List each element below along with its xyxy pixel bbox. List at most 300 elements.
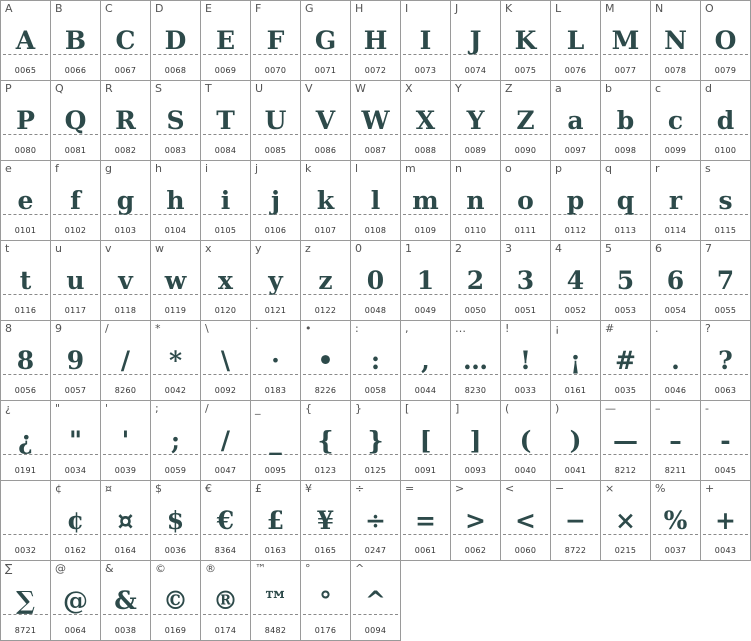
glyph-cell: [500, 160, 551, 241]
glyph-sample: P: [16, 106, 35, 135]
glyph-code: 0041: [564, 466, 587, 475]
glyph-cell: [650, 80, 701, 161]
glyph-cell: [300, 160, 351, 241]
glyph-label: }: [355, 402, 362, 415]
glyph-cell: [700, 320, 751, 401]
glyph-code: 0163: [264, 546, 287, 555]
glyph-cell: [100, 0, 151, 81]
glyph-code: 0174: [214, 626, 237, 635]
glyph-sample: A: [15, 26, 36, 55]
glyph-cell: [550, 480, 601, 561]
glyph-cell: [500, 0, 551, 81]
glyph-cell: [450, 400, 501, 481]
glyph-code: 0066: [64, 66, 87, 75]
glyph-code: 0122: [314, 306, 337, 315]
glyph-sample: o: [517, 186, 534, 215]
glyph-label: _: [255, 402, 261, 415]
glyph-cell: [0, 560, 51, 641]
glyph-cell: [400, 480, 451, 561]
glyph-cell: [600, 480, 651, 561]
glyph-label: —: [605, 402, 616, 415]
glyph-sample: £: [266, 506, 285, 535]
glyph-label: i: [205, 162, 209, 175]
glyph-label: ¢: [55, 482, 62, 495]
glyph-sample: u: [66, 266, 85, 295]
glyph-code: 0064: [64, 626, 87, 635]
glyph-sample: 0: [366, 266, 385, 295]
glyph-code: 0125: [364, 466, 387, 475]
glyph-label: J: [455, 2, 459, 15]
glyph-label: E: [205, 2, 212, 15]
glyph-sample: 2: [466, 266, 485, 295]
glyph-code: 0105: [214, 226, 237, 235]
glyph-cell: [450, 320, 501, 401]
glyph-label: ®: [205, 562, 216, 575]
glyph-label: ¡: [555, 322, 560, 335]
glyph-label: t: [5, 242, 10, 255]
glyph-sample: a: [567, 106, 584, 135]
glyph-code: 0082: [114, 146, 137, 155]
glyph-sample: ¥: [316, 506, 335, 535]
glyph-code: 0165: [314, 546, 337, 555]
glyph-sample: C: [115, 26, 136, 55]
glyph-label: L: [555, 2, 562, 15]
glyph-cell: [250, 480, 301, 561]
glyph-cell: [250, 0, 301, 81]
glyph-cell: [50, 560, 101, 641]
glyph-label: £: [255, 482, 262, 495]
glyph-sample: M: [611, 26, 640, 55]
glyph-cell: [150, 320, 201, 401]
glyph-code: 0075: [514, 66, 537, 75]
glyph-code: 0036: [164, 546, 187, 555]
glyph-code: 0071: [314, 66, 337, 75]
glyph-code: 0191: [14, 466, 37, 475]
glyph-sample: B: [64, 26, 87, 55]
glyph-cell: [650, 320, 701, 401]
glyph-code: 0183: [264, 386, 287, 395]
glyph-sample: ©: [163, 586, 188, 615]
glyph-code: 8722: [564, 546, 587, 555]
glyph-label: D: [155, 2, 164, 15]
glyph-code: 0069: [214, 66, 237, 75]
glyph-label: B: [55, 2, 63, 15]
glyph-label: &: [105, 562, 114, 575]
glyph-cell: [250, 240, 301, 321]
glyph-code: 0099: [664, 146, 687, 155]
glyph-cell: [50, 160, 101, 241]
glyph-sample: b: [616, 106, 635, 135]
glyph-sample: #: [615, 346, 636, 375]
glyph-code: 0059: [164, 466, 187, 475]
glyph-cell: [350, 240, 401, 321]
glyph-sample: I: [419, 26, 432, 55]
glyph-cell: [400, 240, 451, 321]
glyph-code: 0034: [64, 466, 87, 475]
glyph-sample: ': [121, 426, 130, 455]
glyph-label: g: [105, 162, 112, 175]
glyph-code: 0107: [314, 226, 337, 235]
glyph-sample: =: [415, 506, 436, 535]
glyph-cell: [150, 400, 201, 481]
glyph-code: 0215: [614, 546, 637, 555]
glyph-cell: [350, 400, 401, 481]
glyph-sample: /: [120, 346, 131, 375]
glyph-cell: [150, 80, 201, 161]
glyph-code: 0110: [464, 226, 487, 235]
glyph-sample: [: [419, 426, 432, 455]
glyph-cell: [700, 0, 751, 81]
glyph-cell: [50, 240, 101, 321]
glyph-code: 8211: [664, 466, 687, 475]
glyph-label: f: [55, 162, 59, 175]
glyph-sample: ¿: [18, 426, 33, 455]
glyph-label: /: [205, 402, 209, 415]
glyph-code: 0073: [414, 66, 437, 75]
glyph-label: −: [555, 482, 565, 495]
glyph-cell: [550, 0, 601, 81]
glyph-label: 5: [605, 242, 612, 255]
glyph-sample: O: [714, 26, 737, 55]
glyph-cell: [0, 240, 51, 321]
glyph-code: 0117: [64, 306, 87, 315]
glyph-code: 0090: [514, 146, 537, 155]
glyph-code: 0055: [714, 306, 737, 315]
glyph-cell: [100, 160, 151, 241]
glyph-sample: ]: [469, 426, 482, 455]
glyph-label: 7: [705, 242, 712, 255]
glyph-cell: [300, 400, 351, 481]
glyph-cell: [600, 160, 651, 241]
glyph-code: 0083: [164, 146, 187, 155]
glyph-code: 0068: [164, 66, 187, 75]
glyph-label: -: [705, 402, 709, 415]
glyph-code: 8212: [614, 466, 637, 475]
glyph-sample: ·: [271, 346, 280, 375]
glyph-sample: x: [218, 266, 233, 295]
glyph-label: Q: [55, 82, 64, 95]
glyph-cell: [600, 400, 651, 481]
glyph-sample: c: [667, 106, 684, 135]
glyph-sample: 1: [416, 266, 435, 295]
glyph-label: ): [555, 402, 560, 415]
glyph-cell: [300, 80, 351, 161]
glyph-label: \: [205, 322, 209, 335]
glyph-sample: _: [269, 426, 282, 455]
glyph-sample: E: [215, 26, 236, 55]
glyph-label: %: [655, 482, 666, 495]
glyph-label: K: [505, 2, 513, 15]
glyph-code: 0050: [464, 306, 487, 315]
glyph-label: +: [705, 482, 715, 495]
glyph-cell: [650, 480, 701, 561]
glyph-code: 0047: [214, 466, 237, 475]
glyph-sample: •: [317, 346, 334, 375]
glyph-label: U: [255, 82, 264, 95]
glyph-label: n: [455, 162, 462, 175]
glyph-code: 0051: [514, 306, 537, 315]
glyph-sample: }: [367, 426, 384, 455]
glyph-cell: [50, 400, 101, 481]
glyph-label: 9: [55, 322, 62, 335]
glyph-cell: [350, 320, 401, 401]
glyph-cell: [450, 160, 501, 241]
glyph-label: 8: [5, 322, 12, 335]
glyph-sample: m: [412, 186, 439, 215]
glyph-code: 0100: [714, 146, 737, 155]
glyph-label: S: [155, 82, 162, 95]
glyph-sample: z: [318, 266, 333, 295]
glyph-code: 0087: [364, 146, 387, 155]
glyph-label: W: [355, 82, 366, 95]
glyph-cell: [700, 160, 751, 241]
glyph-cell: [300, 560, 351, 641]
glyph-cell: [550, 320, 601, 401]
glyph-code: 0045: [714, 466, 737, 475]
glyph-sample: F: [266, 26, 285, 55]
glyph-cell: [50, 480, 101, 561]
glyph-cell: [200, 560, 251, 641]
glyph-sample: R: [115, 106, 136, 135]
glyph-label: b: [605, 82, 612, 95]
glyph-sample: 3: [516, 266, 535, 295]
glyph-cell: [300, 480, 351, 561]
glyph-label: s: [705, 162, 711, 175]
glyph-code: 8482: [264, 626, 287, 635]
glyph-sample: ,: [421, 346, 430, 375]
glyph-label: ©: [155, 562, 166, 575]
glyph-cell: [650, 400, 701, 481]
glyph-label: ÷: [355, 482, 365, 495]
glyph-sample: f: [70, 186, 81, 215]
glyph-code: 0074: [464, 66, 487, 75]
glyph-label: q: [605, 162, 612, 175]
glyph-sample: ^: [365, 586, 386, 615]
glyph-label: ,: [405, 322, 409, 335]
glyph-cell: [50, 0, 101, 81]
glyph-sample: -: [720, 426, 731, 455]
glyph-label: ': [105, 402, 109, 415]
glyph-label: •: [305, 322, 312, 335]
glyph-cell: [600, 320, 651, 401]
glyph-code: 8721: [14, 626, 37, 635]
glyph-label: j: [255, 162, 259, 175]
glyph-code: 0091: [414, 466, 437, 475]
baseline-guide: [3, 534, 48, 535]
glyph-cell: [0, 80, 51, 161]
glyph-sample: t: [19, 266, 32, 295]
glyph-code: 0056: [14, 386, 37, 395]
glyph-code: 0169: [164, 626, 187, 635]
glyph-code: 0061: [414, 546, 437, 555]
glyph-cell: [250, 400, 301, 481]
glyph-sample: h: [166, 186, 185, 215]
glyph-sample: @: [63, 586, 88, 615]
glyph-label: ": [55, 402, 61, 415]
glyph-label: …: [455, 322, 466, 335]
glyph-code: 0102: [64, 226, 87, 235]
glyph-code: 0058: [364, 386, 387, 395]
glyph-label: ?: [705, 322, 711, 335]
glyph-sample: °: [319, 586, 332, 615]
glyph-sample: >: [465, 506, 486, 535]
glyph-cell: [700, 80, 751, 161]
glyph-code: 0054: [664, 306, 687, 315]
glyph-cell: [700, 400, 751, 481]
glyph-label: /: [105, 322, 109, 335]
glyph-code: 0070: [264, 66, 287, 75]
glyph-cell: [550, 80, 601, 161]
glyph-code: 0067: [114, 66, 137, 75]
glyph-sample: G: [314, 26, 337, 55]
glyph-sample: S: [166, 106, 185, 135]
glyph-code: 0035: [614, 386, 637, 395]
glyph-label: H: [355, 2, 364, 15]
glyph-cell: [50, 80, 101, 161]
glyph-sample: €: [216, 506, 235, 535]
glyph-code: 0063: [714, 386, 737, 395]
glyph-code: 0078: [664, 66, 687, 75]
glyph-sample: *: [168, 346, 183, 375]
glyph-sample: i: [220, 186, 231, 215]
glyph-label: l: [355, 162, 359, 175]
glyph-code: 0103: [114, 226, 137, 235]
glyph-code: 0042: [164, 386, 187, 395]
glyph-cell: [700, 240, 751, 321]
glyph-code: 0085: [264, 146, 287, 155]
glyph-sample: {: [317, 426, 334, 455]
glyph-label: 3: [505, 242, 512, 255]
glyph-sample: Y: [466, 106, 485, 135]
glyph-sample: &: [114, 586, 137, 615]
glyph-code: 0049: [414, 306, 437, 315]
glyph-cell: [100, 400, 151, 481]
glyph-sample: ": [68, 426, 83, 455]
glyph-sample: J: [469, 26, 482, 55]
glyph-cell: [100, 240, 151, 321]
glyph-sample: ™: [263, 586, 288, 615]
glyph-sample: —: [613, 426, 638, 455]
glyph-code: 0038: [114, 626, 137, 635]
glyph-label: e: [5, 162, 12, 175]
glyph-code: 0065: [14, 66, 37, 75]
glyph-cell: [500, 400, 551, 481]
glyph-sample: p: [566, 186, 585, 215]
glyph-label: :: [355, 322, 359, 335]
glyph-code: 0115: [714, 226, 737, 235]
glyph-cell: [150, 0, 201, 81]
glyph-code: 0060: [514, 546, 537, 555]
glyph-sample: 4: [566, 266, 585, 295]
glyph-label: °: [305, 562, 311, 575]
glyph-sample: \: [220, 346, 231, 375]
glyph-cell: [350, 80, 401, 161]
glyph-sample: q: [616, 186, 635, 215]
glyph-label: *: [155, 322, 161, 335]
glyph-sample: V: [315, 106, 336, 135]
glyph-cell: [150, 240, 201, 321]
glyph-code: 0084: [214, 146, 237, 155]
glyph-code: 0098: [614, 146, 637, 155]
glyph-code: 0076: [564, 66, 587, 75]
glyph-sample: ×: [615, 506, 636, 535]
glyph-code: 0164: [114, 546, 137, 555]
glyph-cell: [550, 160, 601, 241]
glyph-cell: [700, 480, 751, 561]
glyph-label: X: [405, 82, 413, 95]
glyph-label: €: [205, 482, 212, 495]
glyph-label: [: [405, 402, 410, 415]
glyph-cell: [450, 0, 501, 81]
glyph-sample: ¡: [570, 346, 581, 375]
glyph-code: 8230: [464, 386, 487, 395]
glyph-sample: /: [220, 426, 231, 455]
glyph-code: 0121: [264, 306, 287, 315]
glyph-code: 0089: [464, 146, 487, 155]
glyph-label: ¤: [105, 482, 112, 495]
glyph-label: {: [305, 402, 312, 415]
glyph-code: 0072: [364, 66, 387, 75]
glyph-code: 0118: [114, 306, 137, 315]
glyph-label: p: [555, 162, 562, 175]
glyph-code: 0081: [64, 146, 87, 155]
glyph-code: 8364: [214, 546, 237, 555]
glyph-sample: $: [166, 506, 185, 535]
glyph-sample: D: [164, 26, 187, 55]
glyph-sample: n: [466, 186, 485, 215]
glyph-label: O: [705, 2, 714, 15]
glyph-cell: [100, 480, 151, 561]
glyph-sample: X: [415, 106, 436, 135]
glyph-label: –: [655, 402, 661, 415]
glyph-code: 0176: [314, 626, 337, 635]
glyph-cell: [50, 320, 101, 401]
glyph-code: 0111: [514, 226, 537, 235]
glyph-code: 0161: [564, 386, 587, 395]
glyph-sample: 5: [616, 266, 635, 295]
glyph-label: #: [605, 322, 615, 335]
glyph-code: 0247: [364, 546, 387, 555]
glyph-code: 0046: [664, 386, 687, 395]
glyph-sample: ÷: [365, 506, 386, 535]
glyph-label: o: [505, 162, 512, 175]
glyph-code: 0080: [14, 146, 37, 155]
glyph-sample: W: [361, 106, 390, 135]
glyph-cell: [650, 0, 701, 81]
glyph-label: ¥: [305, 482, 312, 495]
glyph-code: 0088: [414, 146, 437, 155]
glyph-cell: [600, 240, 651, 321]
glyph-sample: 6: [666, 266, 685, 295]
glyph-code: 0112: [564, 226, 587, 235]
glyph-sample: +: [715, 506, 736, 535]
glyph-cell: [250, 320, 301, 401]
glyph-label: C: [105, 2, 113, 15]
glyph-label: N: [655, 2, 664, 15]
glyph-cell: [450, 80, 501, 161]
glyph-cell: [0, 0, 51, 81]
glyph-sample: y: [268, 266, 283, 295]
glyph-cell: [450, 480, 501, 561]
glyph-sample: N: [664, 26, 687, 55]
glyph-cell: [150, 160, 201, 241]
glyph-sample: d: [716, 106, 735, 135]
glyph-label: u: [55, 242, 62, 255]
glyph-label: (: [505, 402, 510, 415]
glyph-sample: –: [669, 426, 682, 455]
glyph-sample: −: [565, 506, 586, 535]
glyph-sample: j: [270, 186, 281, 215]
